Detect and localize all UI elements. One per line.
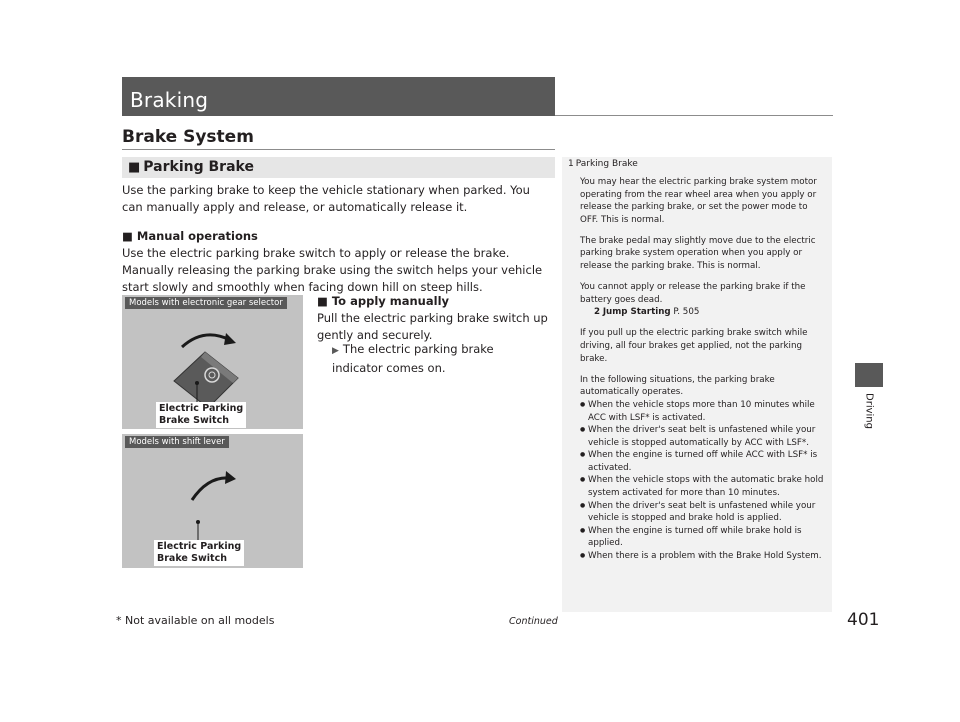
figure-label: Models with shift lever xyxy=(125,436,229,448)
figure-label: Models with electronic gear selector xyxy=(125,297,287,309)
list-item: ● When the driver's seat belt is unfastened while your vehicle is stopped and brake hold is applied. xyxy=(580,500,825,525)
intro-paragraph: Use the parking brake to keep the vehicle stationary when parked. You can manually apply and release, or automatically release it. xyxy=(122,183,530,214)
header-rule xyxy=(555,115,833,116)
apply-result-text: The electric parking brake indicator comes on. xyxy=(332,342,494,375)
callout-line: Electric Parking xyxy=(159,403,244,414)
section-rule xyxy=(122,149,555,150)
sidebar-heading xyxy=(568,159,638,169)
reference-arrow-icon: 2 xyxy=(594,307,601,318)
list-item: ● When the engine is turned off while brake hold is applied. xyxy=(580,525,825,550)
figure-shift-lever xyxy=(122,434,303,568)
list-item: ● When there is a problem with the Brake Hold System. xyxy=(580,550,825,563)
sidebar-paragraph-text: You cannot apply or release the parking brake if the battery goes dead. xyxy=(580,282,806,305)
sidebar-paragraph: In the following situations, the parking brake automatically operates. xyxy=(580,374,775,398)
sidebar-text xyxy=(580,176,825,563)
manual-operations-heading: ■ Manual operations xyxy=(122,229,258,243)
page-number: 401 xyxy=(847,610,880,630)
callout-line: Brake Switch xyxy=(159,415,229,426)
chapter-side-label xyxy=(843,385,895,437)
reference-page: P. 505 xyxy=(673,307,700,318)
apply-result xyxy=(332,341,547,377)
sidebar-paragraph: The brake pedal may slightly move due to the electric parking brake system operation when you apply or release the parking brake. This is normal. xyxy=(580,235,816,272)
manual-operations-paragraph: Use the electric parking brake switch to apply or release the brake. Manually releasing the parking brake using the switch helps your vehicle start slowly and smoothly when facing down hill on steep hills. xyxy=(122,246,543,294)
cross-reference[interactable] xyxy=(580,307,699,317)
apply-manually-paragraph: Pull the electric parking brake switch up gently and securely. xyxy=(317,311,548,342)
reference-title: Jump Starting xyxy=(602,307,671,318)
callout-line: Electric Parking xyxy=(157,541,242,552)
section-title: Brake System xyxy=(122,127,254,147)
apply-manually-heading: ■ To apply manually xyxy=(317,294,450,308)
sidebar-paragraph: You may hear the electric parking brake system motor operating from the rear wheel area when you apply or release the parking brake, or set the power mode to OFF. This is normal. xyxy=(580,177,817,225)
list-item: ● When the driver's seat belt is unfastened while your vehicle is stopped automatically by ACC with LSF*. xyxy=(580,424,825,449)
list-item: ● When the engine is turned off while ACC with LSF* is activated. xyxy=(580,449,825,474)
list-item: ● When the vehicle stops more than 10 minutes while ACC with LSF* is activated. xyxy=(580,399,825,424)
footnote: * Not available on all models xyxy=(116,614,275,627)
chapter-side-tab xyxy=(855,363,883,387)
sidebar-title: Parking Brake xyxy=(575,159,638,169)
figure-electronic-gear-selector xyxy=(122,295,303,429)
subsection-title: Parking Brake xyxy=(143,159,254,175)
note-marker-icon: 1 xyxy=(568,159,574,169)
switch-callout xyxy=(156,402,246,428)
sidebar-paragraph xyxy=(580,281,825,319)
auto-operation-list xyxy=(580,399,825,563)
list-item: ● When the vehicle stops with the automatic brake hold system activated for more than 10 minutes. xyxy=(580,474,825,499)
subsection-marker: ■ xyxy=(128,160,141,175)
chapter-title: Braking xyxy=(130,88,209,112)
switch-callout xyxy=(154,540,244,566)
sidebar-paragraph: If you pull up the electric parking brake switch while driving, all four brakes get applied, not the parking brake. xyxy=(580,328,808,364)
continued-label: Continued xyxy=(509,616,558,627)
result-arrow-icon: ▶ xyxy=(332,346,339,356)
chapter-side-label-text: Driving xyxy=(863,393,875,429)
callout-line: Brake Switch xyxy=(157,553,227,564)
subsection-heading xyxy=(128,159,254,175)
